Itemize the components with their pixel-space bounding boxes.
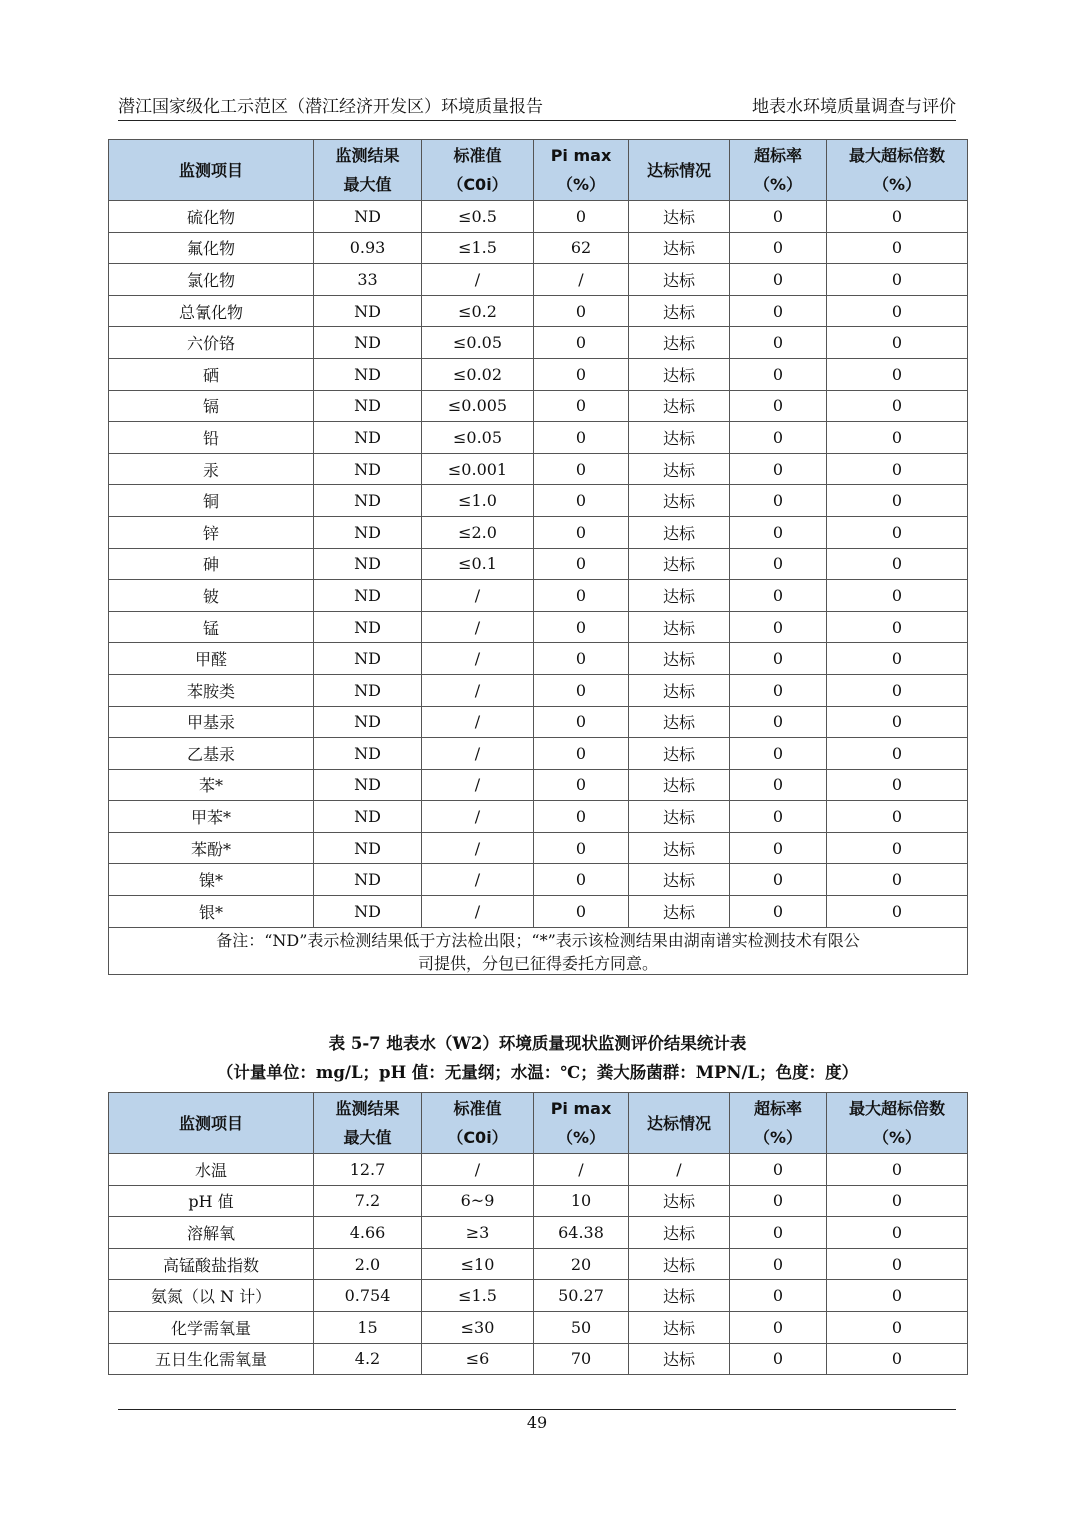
table-cell: 0 (534, 864, 629, 896)
table-cell: 达标 (629, 611, 730, 643)
table-cell: ND (314, 453, 422, 485)
table-cell: 0 (730, 548, 827, 580)
column-header-text: 最大值 (343, 1128, 392, 1147)
table-cell: 银* (109, 896, 314, 928)
table-cell: 0 (730, 801, 827, 833)
table-cell: 0 (827, 674, 968, 706)
table-cell: 0 (827, 548, 968, 580)
table-cell: 0 (534, 769, 629, 801)
table-cell: 0 (730, 1154, 827, 1186)
table-cell: 0 (827, 1280, 968, 1312)
table-2-body (109, 1154, 968, 1375)
table-cell: ≤0.2 (422, 295, 534, 327)
column-header-text: （%） (753, 175, 803, 194)
table-cell: ≤0.02 (422, 358, 534, 390)
table-cell: / (422, 832, 534, 864)
table-cell: 0 (730, 390, 827, 422)
table-cell: 62 (534, 232, 629, 264)
table-cell: 总氰化物 (109, 295, 314, 327)
note-line-2: 司提供，分包已征得委托方同意。 (417, 953, 658, 973)
table-cell: 0 (827, 264, 968, 296)
table-cell: ND (314, 769, 422, 801)
table-row (109, 801, 968, 833)
table-cell: 0 (827, 864, 968, 896)
table-cell: 0 (730, 264, 827, 296)
column-header (730, 140, 827, 201)
table-cell: 0 (730, 643, 827, 675)
column-header-text: 达标情况 (646, 160, 711, 180)
table-cell: 硒 (109, 358, 314, 390)
table-cell: 铜 (109, 485, 314, 517)
table-row (109, 896, 968, 928)
table-cell: 达标 (629, 1185, 730, 1217)
column-header-text: Pi max (550, 146, 612, 165)
table-cell: 12.7 (314, 1154, 422, 1186)
table-cell: 甲基汞 (109, 706, 314, 738)
table-row (109, 1280, 968, 1312)
table-cell: 达标 (629, 232, 730, 264)
table-cell: 0 (827, 832, 968, 864)
table-cell: 0 (827, 738, 968, 770)
table-cell: ≤1.5 (422, 1280, 534, 1312)
table-cell: 0 (827, 201, 968, 233)
table-row (109, 864, 968, 896)
table-cell: 0 (730, 864, 827, 896)
table-cell: ND (314, 327, 422, 359)
table-cell: 0 (534, 611, 629, 643)
table-cell: ND (314, 516, 422, 548)
table-cell: 甲苯* (109, 801, 314, 833)
table-cell: 苯酚* (109, 832, 314, 864)
column-header-text: （%） (872, 175, 922, 194)
table-cell: 达标 (629, 643, 730, 675)
table-cell: ≤0.1 (422, 548, 534, 580)
table-cell: 锌 (109, 516, 314, 548)
table-row (109, 548, 968, 580)
table-cell: 0 (534, 706, 629, 738)
table-cell: ≤6 (422, 1343, 534, 1375)
column-header (827, 1093, 968, 1154)
table-cell: 0 (534, 643, 629, 675)
table-cell: 0 (730, 422, 827, 454)
table-cell: 0.754 (314, 1280, 422, 1312)
table-cell: 达标 (629, 548, 730, 580)
table-cell: ND (314, 295, 422, 327)
table-cell: 砷 (109, 548, 314, 580)
table-cell: 镉 (109, 390, 314, 422)
table-cell: 0 (827, 769, 968, 801)
table-cell: 达标 (629, 1280, 730, 1312)
table-cell: ND (314, 358, 422, 390)
table-cell: ≥3 (422, 1217, 534, 1249)
table-cell: 溶解氧 (109, 1217, 314, 1249)
table-cell: 0 (730, 327, 827, 359)
table-2-header (109, 1093, 968, 1154)
column-header (629, 140, 730, 201)
table-cell: ND (314, 643, 422, 675)
table-cell: 0 (730, 1248, 827, 1280)
table-cell: 0 (534, 485, 629, 517)
table-cell: 6~9 (422, 1185, 534, 1217)
table-cell: 0 (534, 453, 629, 485)
table-cell: 汞 (109, 453, 314, 485)
table-1-header (109, 140, 968, 201)
table-cell: ≤0.001 (422, 453, 534, 485)
table-cell: 0 (730, 232, 827, 264)
table-cell: / (422, 896, 534, 928)
table-row (109, 453, 968, 485)
table-cell: 0 (730, 516, 827, 548)
table-cell: 达标 (629, 580, 730, 612)
column-header-text: 标准值 (453, 1099, 502, 1118)
footer-rule (118, 1409, 956, 1410)
column-header-text: 监测项目 (178, 160, 243, 180)
column-header-text: 超标率 (753, 146, 802, 165)
table-cell: ND (314, 390, 422, 422)
table-cell: 4.66 (314, 1217, 422, 1249)
table-cell: 64.38 (534, 1217, 629, 1249)
table-cell: 0 (827, 611, 968, 643)
column-header-text: 最大超标倍数 (848, 1099, 945, 1118)
table-cell: ND (314, 422, 422, 454)
table-cell: 0 (730, 1343, 827, 1375)
table-cell: ND (314, 706, 422, 738)
table-cell: 0 (534, 201, 629, 233)
table-row (109, 1154, 968, 1186)
table-cell: ≤2.0 (422, 516, 534, 548)
table-cell: 0 (730, 896, 827, 928)
table-cell: ND (314, 611, 422, 643)
table-cell: 0 (827, 232, 968, 264)
table-cell: 0 (730, 358, 827, 390)
header-section-title: 地表水环境质量调查与评价 (752, 97, 956, 117)
table-cell: 0 (534, 548, 629, 580)
table-cell: ND (314, 485, 422, 517)
table-cell: 0 (827, 327, 968, 359)
column-header-text: 监测结果 (335, 1099, 400, 1118)
monitoring-table-2 (108, 1092, 968, 1375)
page-number: 49 (526, 1413, 548, 1432)
table-1-note (109, 927, 968, 974)
column-header-text: （C0i） (447, 175, 508, 194)
table-cell: 达标 (629, 1217, 730, 1249)
table-cell: 0 (730, 1217, 827, 1249)
table-cell: / (422, 611, 534, 643)
table-cell: ≤0.05 (422, 422, 534, 454)
table-cell: 0 (827, 453, 968, 485)
table-cell: ND (314, 674, 422, 706)
table-cell: 氟化物 (109, 232, 314, 264)
column-header (314, 1093, 422, 1154)
table-cell: 0 (534, 295, 629, 327)
table-row (109, 201, 968, 233)
table-cell: 0 (827, 1248, 968, 1280)
table-cell: 达标 (629, 896, 730, 928)
table-cell: 0 (730, 832, 827, 864)
table-cell: 0 (730, 295, 827, 327)
table-cell: 达标 (629, 422, 730, 454)
table-cell: 0 (827, 643, 968, 675)
table-row (109, 832, 968, 864)
table-cell: 0 (827, 295, 968, 327)
table-cell: / (422, 580, 534, 612)
table-cell: / (422, 801, 534, 833)
column-header-text: 达标情况 (646, 1113, 711, 1133)
table-cell: 0 (534, 358, 629, 390)
table-cell: / (534, 264, 629, 296)
table-cell: 0 (730, 485, 827, 517)
column-header (534, 1093, 629, 1154)
table-cell: 0 (534, 832, 629, 864)
table-cell: / (422, 264, 534, 296)
table-cell: 0 (827, 1311, 968, 1343)
column-header-text: （%） (753, 1128, 803, 1147)
table-cell: 达标 (629, 264, 730, 296)
column-header (109, 1093, 314, 1154)
table-row (109, 422, 968, 454)
table-cell: 六价铬 (109, 327, 314, 359)
table-cell: / (422, 643, 534, 675)
table-cell: 甲醛 (109, 643, 314, 675)
table-cell: / (422, 674, 534, 706)
table-cell: 达标 (629, 864, 730, 896)
table-cell: 达标 (629, 674, 730, 706)
column-header-text: （%） (556, 175, 606, 194)
table-cell: 50.27 (534, 1280, 629, 1312)
table-row (109, 1185, 968, 1217)
table-cell: pH 值 (109, 1185, 314, 1217)
table-cell: 达标 (629, 1248, 730, 1280)
column-header-text: 标准值 (453, 146, 502, 165)
table-cell: 0 (730, 769, 827, 801)
table-row (109, 580, 968, 612)
table-cell: ≤10 (422, 1248, 534, 1280)
table-cell: 0 (827, 485, 968, 517)
table-cell: 达标 (629, 516, 730, 548)
table-cell: 0 (827, 706, 968, 738)
table-2-caption: 表 5-7 地表水（W2）环境质量现状监测评价结果统计表 (328, 1034, 747, 1053)
table-cell: 0 (534, 390, 629, 422)
table-row (109, 1248, 968, 1280)
table-cell: 达标 (629, 832, 730, 864)
table-cell: / (422, 738, 534, 770)
table-cell: 0 (730, 453, 827, 485)
table-cell: ND (314, 201, 422, 233)
table-cell: 0 (827, 1185, 968, 1217)
table-cell: ≤1.0 (422, 485, 534, 517)
table-cell: ND (314, 896, 422, 928)
column-header (314, 140, 422, 201)
table-cell: ND (314, 738, 422, 770)
table-cell: 达标 (629, 1311, 730, 1343)
table-cell: 0 (827, 1217, 968, 1249)
monitoring-table-1 (108, 139, 968, 975)
table-row (109, 358, 968, 390)
table-cell: 乙基汞 (109, 738, 314, 770)
table-cell: / (422, 769, 534, 801)
table-cell: 0 (534, 422, 629, 454)
table-cell: 0 (534, 580, 629, 612)
table-cell: 达标 (629, 390, 730, 422)
table-row (109, 1311, 968, 1343)
table-cell: 0 (827, 390, 968, 422)
table-cell: ND (314, 832, 422, 864)
table-cell: ≤1.5 (422, 232, 534, 264)
column-header (422, 140, 534, 201)
table-cell: 氯化物 (109, 264, 314, 296)
table-cell: 7.2 (314, 1185, 422, 1217)
column-header-text: （C0i） (447, 1128, 508, 1147)
table-cell: 0 (730, 674, 827, 706)
column-header-text: （%） (872, 1128, 922, 1147)
table-cell: 五日生化需氧量 (109, 1343, 314, 1375)
column-header (730, 1093, 827, 1154)
table-cell: 0 (827, 358, 968, 390)
table-cell: 0 (827, 801, 968, 833)
table-cell: 铅 (109, 422, 314, 454)
table-cell: / (422, 706, 534, 738)
table-cell: ≤30 (422, 1311, 534, 1343)
column-header (422, 1093, 534, 1154)
table-row (109, 674, 968, 706)
table-row (109, 390, 968, 422)
table-cell: 铍 (109, 580, 314, 612)
table-cell: 达标 (629, 201, 730, 233)
table-cell: 达标 (629, 706, 730, 738)
table-cell: 0 (730, 1311, 827, 1343)
column-header-text: 监测项目 (178, 1113, 243, 1133)
table-cell: 0 (730, 611, 827, 643)
table-cell: 达标 (629, 801, 730, 833)
table-cell: ND (314, 801, 422, 833)
table-cell: 锰 (109, 611, 314, 643)
table-row (109, 485, 968, 517)
table-cell: 0 (730, 201, 827, 233)
table-cell: 10 (534, 1185, 629, 1217)
table-cell: 2.0 (314, 1248, 422, 1280)
table-cell: 氨氮（以 N 计） (109, 1280, 314, 1312)
table-1-note-row (109, 927, 968, 974)
table-cell: 0 (534, 801, 629, 833)
table-cell: 0 (827, 1343, 968, 1375)
column-header (534, 140, 629, 201)
table-cell: 硫化物 (109, 201, 314, 233)
table-row (109, 232, 968, 264)
table-cell: / (534, 1154, 629, 1186)
table-cell: 33 (314, 264, 422, 296)
table-cell: 0 (534, 516, 629, 548)
column-header (109, 140, 314, 201)
table-cell: / (422, 1154, 534, 1186)
table-cell: 苯* (109, 769, 314, 801)
table-cell: 0 (827, 1154, 968, 1186)
table-cell: ≤0.005 (422, 390, 534, 422)
column-header (629, 1093, 730, 1154)
table-cell: 0 (827, 580, 968, 612)
table-row (109, 643, 968, 675)
column-header-text: 监测结果 (335, 146, 400, 165)
table-cell: 镍* (109, 864, 314, 896)
column-header-text: Pi max (550, 1099, 612, 1118)
table-cell: 15 (314, 1311, 422, 1343)
table-cell: 0 (534, 896, 629, 928)
table-row (109, 706, 968, 738)
table-cell: 20 (534, 1248, 629, 1280)
table-2-units: （计量单位：mg/L；pH 值：无量纲；水温：℃；粪大肠菌群：MPN/L；色度：度） (216, 1063, 859, 1082)
table-cell: 0 (730, 580, 827, 612)
table-cell: 高锰酸盐指数 (109, 1248, 314, 1280)
table-row (109, 769, 968, 801)
column-header-text: 最大值 (343, 175, 392, 194)
table-cell: 0 (827, 516, 968, 548)
table-cell: ND (314, 548, 422, 580)
table-cell: 0 (730, 738, 827, 770)
header-report-title: 潜江国家级化工示范区（潜江经济开发区）环境质量报告 (118, 97, 543, 117)
table-cell: 0 (730, 706, 827, 738)
table-row (109, 738, 968, 770)
table-row (109, 327, 968, 359)
table-cell: 4.2 (314, 1343, 422, 1375)
table-cell: 化学需氧量 (109, 1311, 314, 1343)
table-cell: 达标 (629, 1343, 730, 1375)
table-cell: 达标 (629, 738, 730, 770)
table-cell: ND (314, 864, 422, 896)
table-cell: 苯胺类 (109, 674, 314, 706)
table-row (109, 295, 968, 327)
table-row (109, 264, 968, 296)
column-header (827, 140, 968, 201)
table-cell: 达标 (629, 485, 730, 517)
page-header (118, 90, 956, 121)
table-cell: 达标 (629, 769, 730, 801)
table-cell: ≤0.5 (422, 201, 534, 233)
table-cell: ND (314, 580, 422, 612)
table-row (109, 1343, 968, 1375)
table-cell: 达标 (629, 327, 730, 359)
table-cell: 达标 (629, 358, 730, 390)
table-cell: 水温 (109, 1154, 314, 1186)
table-cell: 达标 (629, 453, 730, 485)
column-header-text: 超标率 (753, 1099, 802, 1118)
table-cell: 0.93 (314, 232, 422, 264)
table-cell: 0 (827, 896, 968, 928)
table-row (109, 611, 968, 643)
table-cell: 0 (534, 674, 629, 706)
column-header-text: （%） (556, 1128, 606, 1147)
note-line-1: 备注：“ND”表示检测结果低于方法检出限；“*”表示该检测结果由湖南谱实检测技术有限公 (216, 930, 860, 950)
table-cell: 0 (827, 422, 968, 454)
table-cell: 达标 (629, 295, 730, 327)
table-cell: 50 (534, 1311, 629, 1343)
table-1-body (109, 201, 968, 928)
table-cell: ≤0.05 (422, 327, 534, 359)
table-cell: 0 (534, 327, 629, 359)
table-cell: 0 (534, 738, 629, 770)
table-cell: 0 (730, 1185, 827, 1217)
column-header-text: 最大超标倍数 (848, 146, 945, 165)
table-cell: 0 (730, 1280, 827, 1312)
table-cell: / (629, 1154, 730, 1186)
table-row (109, 516, 968, 548)
table-cell: 70 (534, 1343, 629, 1375)
table-row (109, 1217, 968, 1249)
table-cell: / (422, 864, 534, 896)
